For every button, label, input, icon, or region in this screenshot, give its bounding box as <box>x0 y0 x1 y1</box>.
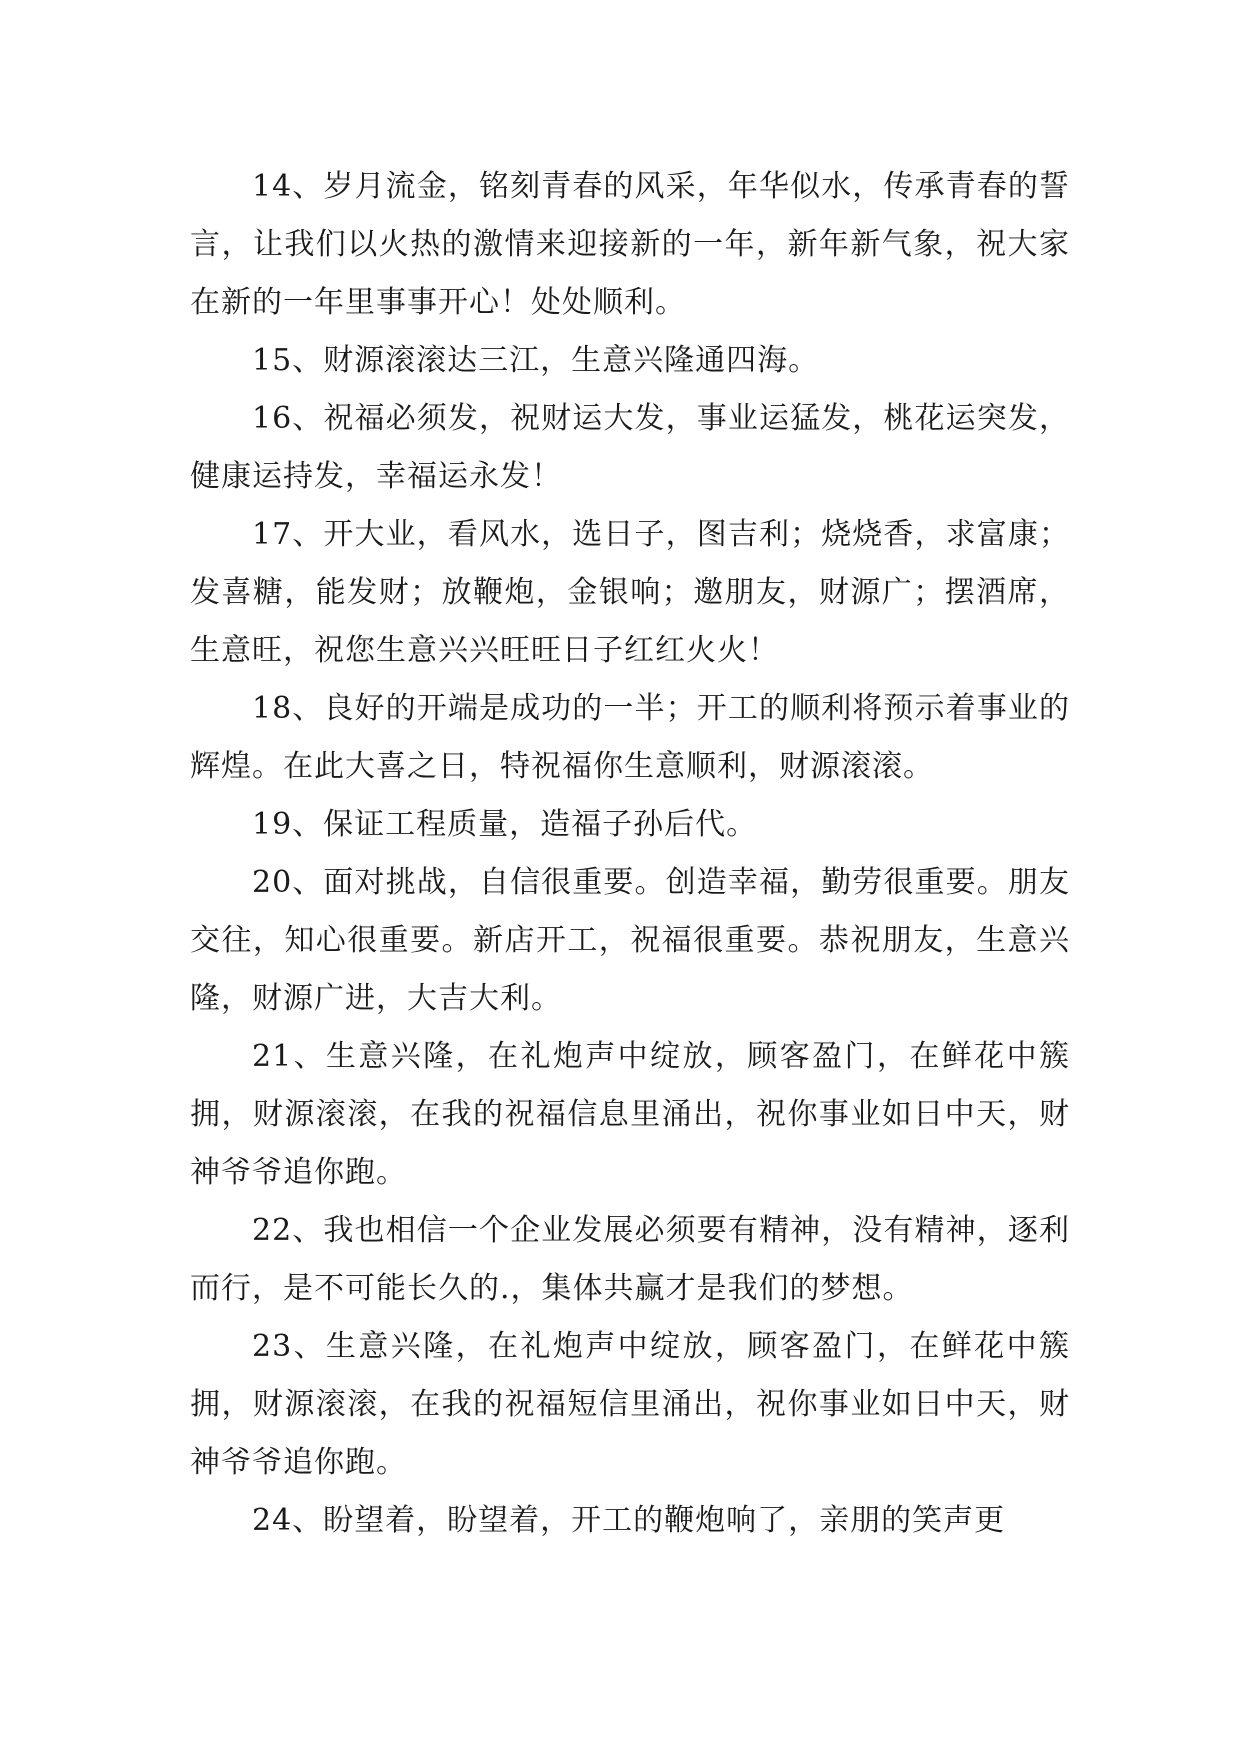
paragraph-23: 23、生意兴隆，在礼炮声中绽放，顾客盈门，在鲜花中簇拥，财源滚滚，在我的祝福短信里涌出，祝你事业如日中天，财神爷爷追你跑。 <box>190 1329 1070 1480</box>
paragraph-15: 15、财源滚滚达三江，生意兴隆通四海。 <box>252 343 820 378</box>
paragraph-18: 18、良好的开端是成功的一半；开工的顺利将预示着事业的辉煌。在此大喜之日，特祝福你生意顺利，财源滚滚。 <box>190 691 1070 784</box>
paragraph-14: 14、岁月流金，铭刻青春的风采，年华似水，传承青春的誓言，让我们以火热的激情来迎接新的一年，新年新气象，祝大家在新的一年里事事开心！处处顺利。 <box>190 169 1070 320</box>
paragraph-24: 24、盼望着，盼望着，开工的鞭炮响了，亲朋的笑声更 <box>252 1503 1006 1538</box>
paragraph-20: 20、面对挑战，自信很重要。创造幸福，勤劳很重要。朋友交往，知心很重要。新店开工，祝福很重要。恭祝朋友，生意兴隆，财源广进，大吉大利。 <box>190 865 1070 1016</box>
paragraph-16: 16、祝福必须发，祝财运大发，事业运猛发，桃花运突发，健康运持发，幸福运永发！ <box>190 401 1070 494</box>
paragraph-19: 19、保证工程质量，造福子孙后代。 <box>252 807 758 842</box>
paragraph-21: 21、生意兴隆，在礼炮声中绽放，顾客盈门，在鲜花中簇拥，财源滚滚，在我的祝福信息里涌出，祝你事业如日中天，财神爷爷追你跑。 <box>190 1039 1070 1190</box>
document-body <box>190 158 1070 1550</box>
paragraph-17: 17、开大业，看风水，选日子，图吉利；烧烧香，求富康；发喜糖，能发财；放鞭炮，金银响；邀朋友，财源广；摆酒席，生意旺，祝您生意兴兴旺旺日子红红火火！ <box>190 517 1070 668</box>
paragraph-22: 22、我也相信一个企业发展必须要有精神，没有精神，逐利而行，是不可能长久的.，集体共赢才是我们的梦想。 <box>190 1213 1070 1306</box>
